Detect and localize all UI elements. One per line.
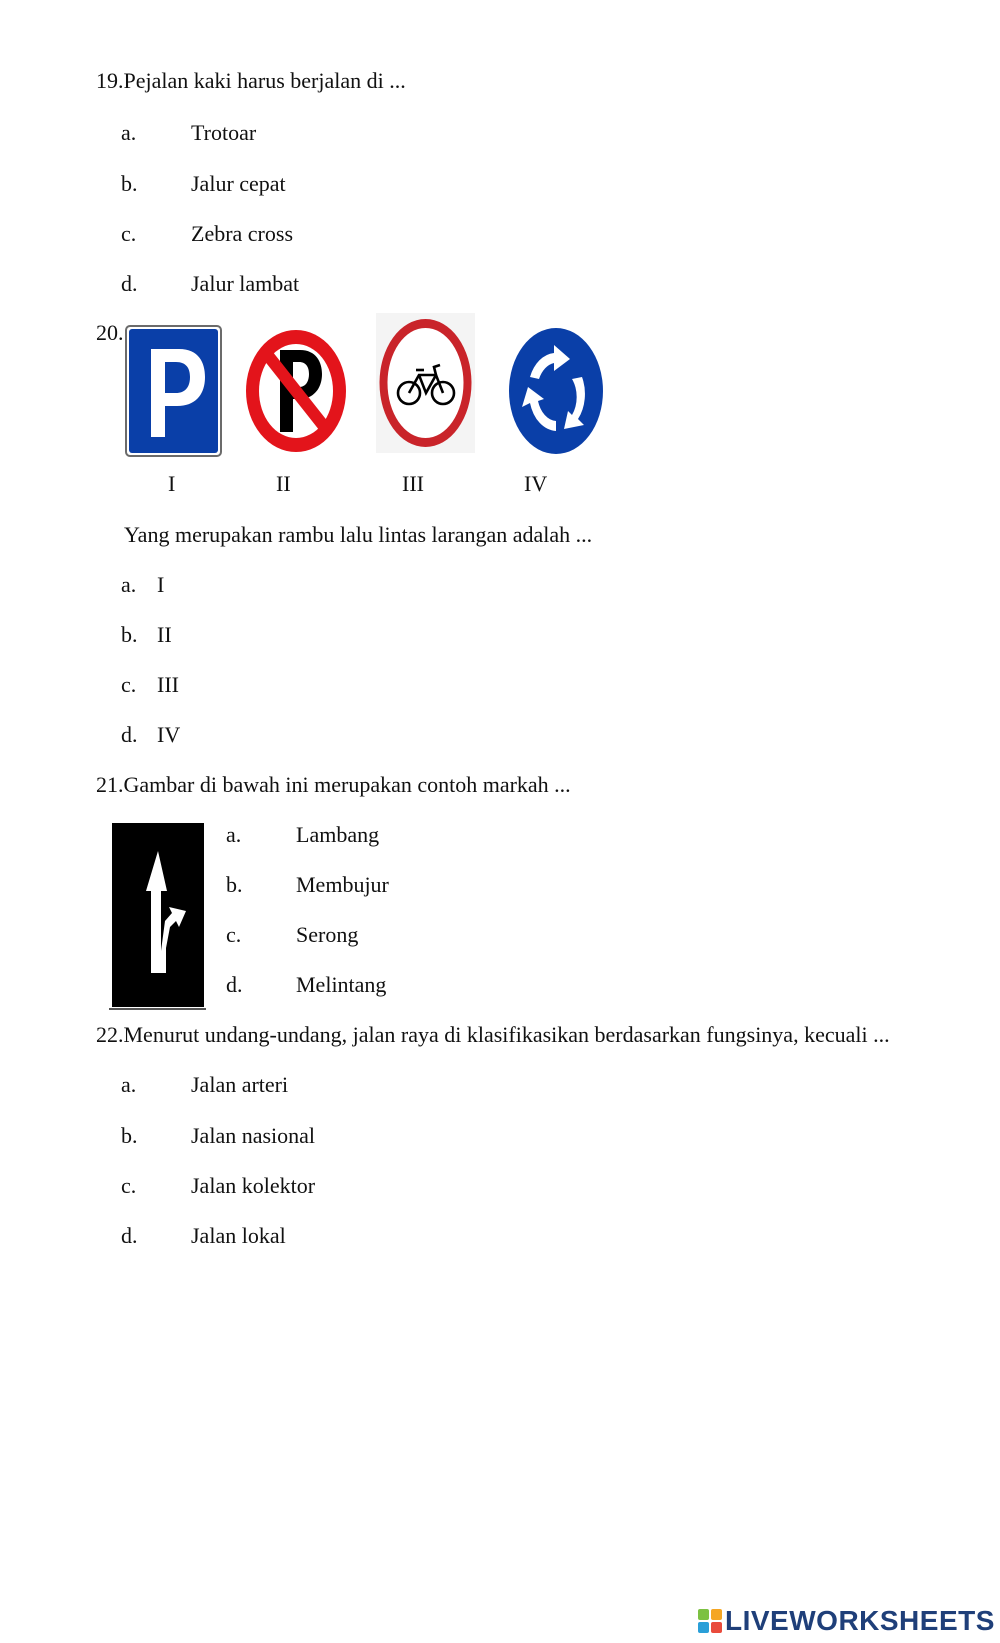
brand-name: LIVEWORKSHEETS — [725, 1605, 995, 1636]
option-letter: b. — [121, 171, 138, 196]
road-marking-arrow-icon — [109, 823, 206, 1011]
option-text[interactable]: III — [157, 672, 179, 697]
option-letter: c. — [121, 1173, 137, 1198]
option-letter: b. — [121, 1123, 138, 1148]
option-text[interactable]: Jalan arteri — [191, 1072, 289, 1097]
parking-sign-icon — [125, 325, 222, 457]
option-letter: b. — [121, 622, 138, 647]
question-text: Gambar di bawah ini merupakan contoh markah ... — [123, 772, 571, 797]
question-number: 22. — [96, 1022, 124, 1047]
option-text[interactable]: Jalur lambat — [191, 271, 300, 296]
question-19 — [96, 68, 406, 94]
option-text[interactable]: Jalur cepat — [191, 171, 286, 196]
liveworksheets-logo — [698, 1606, 995, 1636]
sign-label: III — [402, 471, 424, 496]
option-letter: a. — [121, 120, 137, 145]
question-number: 20. — [96, 320, 124, 345]
question-21 — [96, 772, 571, 798]
option-text[interactable]: IV — [157, 722, 181, 747]
question-number: 19. — [96, 68, 124, 93]
option-text[interactable]: Jalan lokal — [191, 1223, 286, 1248]
option-text[interactable]: Zebra cross — [191, 221, 294, 246]
option-letter: d. — [121, 1223, 138, 1248]
option-letter: b. — [226, 872, 243, 897]
option-text[interactable]: I — [157, 572, 165, 597]
liveworksheets-mark-icon — [698, 1609, 722, 1633]
option-text[interactable]: Trotoar — [191, 120, 257, 145]
option-letter: c. — [121, 221, 137, 246]
sign-label: II — [276, 471, 291, 496]
option-letter: d. — [226, 972, 243, 997]
question-text: Menurut undang-undang, jalan raya di klasifikasikan berdasarkan fungsinya, kecuali ... — [123, 1022, 890, 1047]
question-text: Yang merupakan rambu lalu lintas larangan adalah ... — [124, 522, 593, 547]
option-letter: a. — [121, 572, 137, 597]
option-text[interactable]: Membujur — [296, 872, 389, 897]
option-letter: d. — [121, 722, 138, 747]
option-text[interactable]: Melintang — [296, 972, 387, 997]
sign-label: I — [168, 471, 176, 496]
option-text[interactable]: Jalan kolektor — [191, 1173, 316, 1198]
option-letter: a. — [226, 822, 242, 847]
question-number: 21. — [96, 772, 124, 797]
option-letter: d. — [121, 271, 138, 296]
question-22 — [96, 1022, 890, 1048]
option-text[interactable]: Serong — [296, 922, 359, 947]
option-letter: c. — [226, 922, 242, 947]
option-text[interactable]: II — [157, 622, 172, 647]
option-letter: c. — [121, 672, 137, 697]
no-bicycle-sign-icon — [376, 313, 475, 453]
option-text[interactable]: Jalan nasional — [191, 1123, 316, 1148]
question-text: Pejalan kaki harus berjalan di ... — [123, 68, 406, 93]
no-parking-sign-icon — [244, 328, 348, 454]
sign-label: IV — [524, 471, 548, 496]
option-letter: a. — [121, 1072, 137, 1097]
option-text[interactable]: Lambang — [296, 822, 380, 847]
roundabout-sign-icon — [508, 327, 604, 455]
